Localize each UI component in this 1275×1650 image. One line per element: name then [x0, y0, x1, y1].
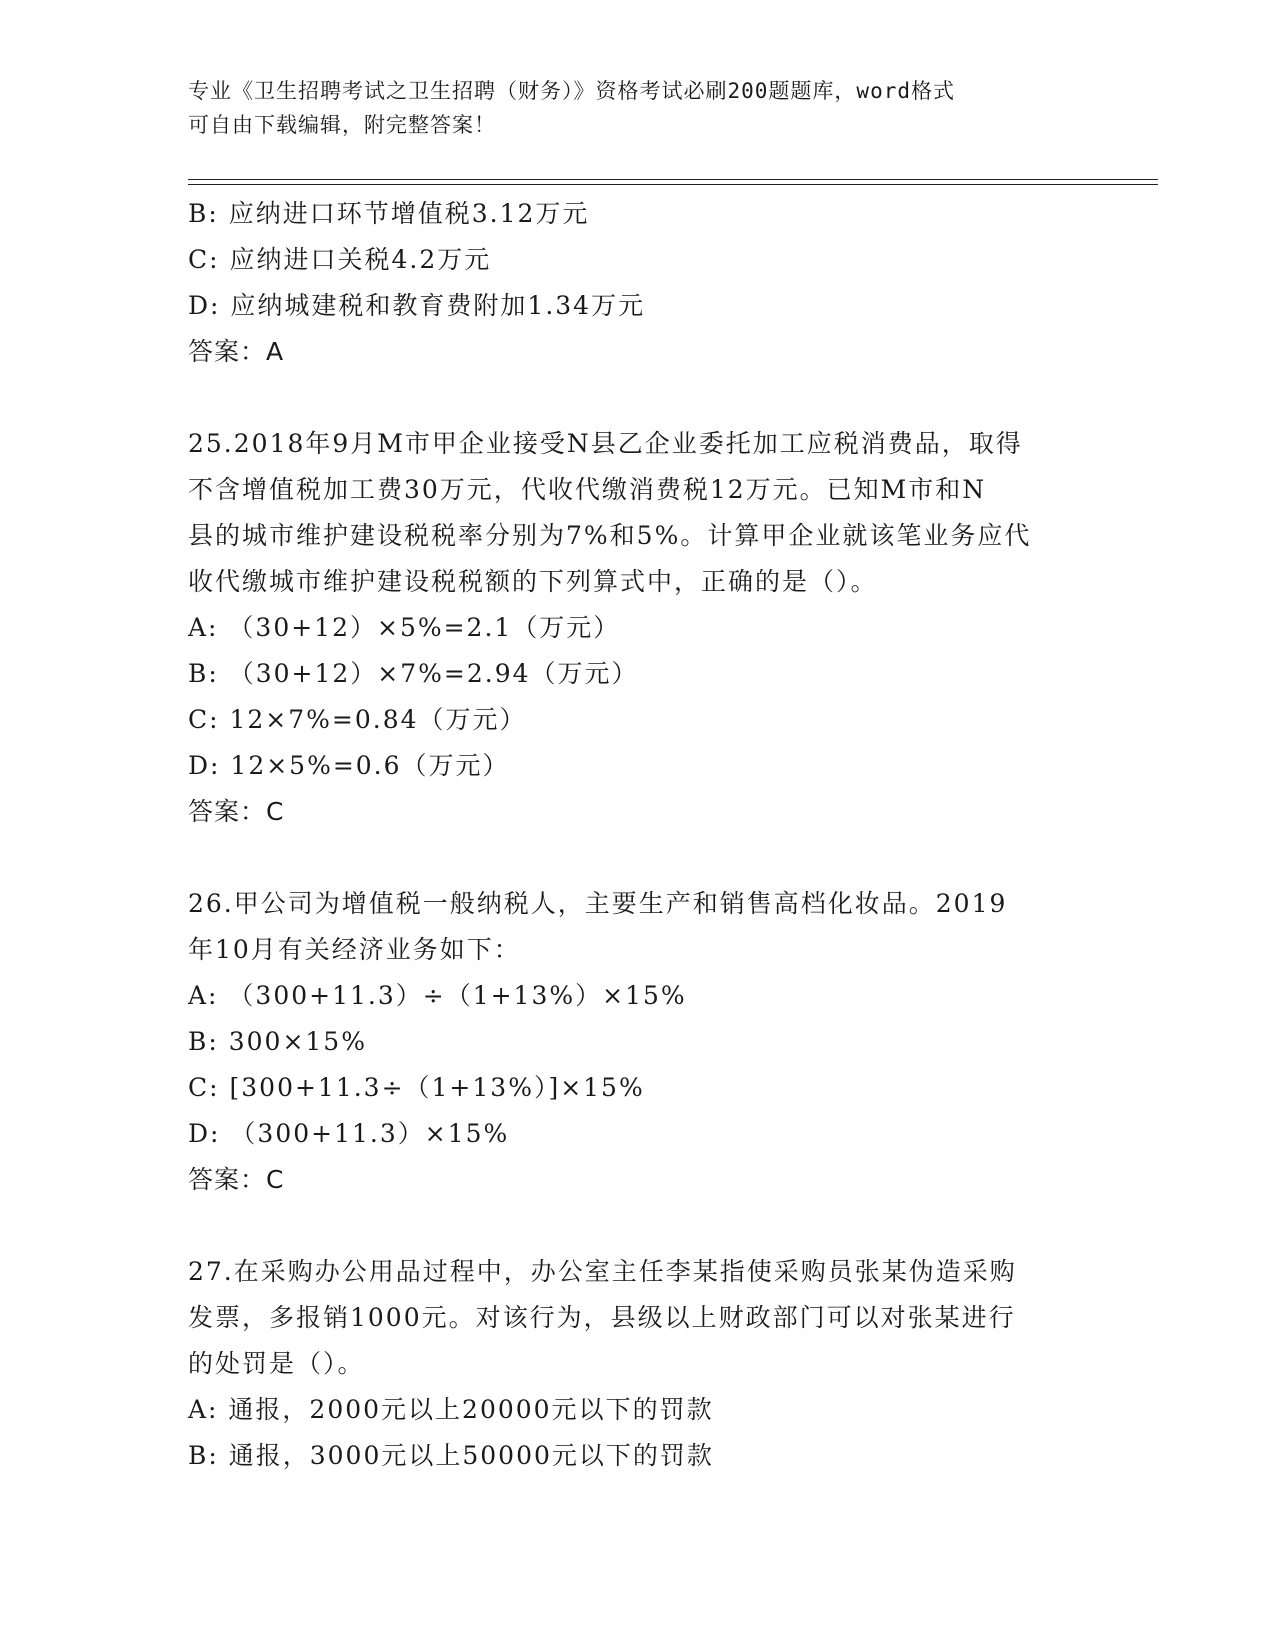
document-header: [188, 74, 1088, 142]
spacer: [188, 1203, 1088, 1249]
answer-line: 答案：C: [188, 1165, 285, 1194]
document-body: [188, 191, 1088, 1479]
question-27: [188, 1249, 1088, 1479]
question-text-line: 收代缴城市维护建设税税额的下列算式中，正确的是（）。: [188, 567, 878, 596]
prev-question-block: [188, 191, 1088, 375]
option-d: D: （300+11.3）×15%: [188, 1119, 510, 1148]
header-divider-bottom: [188, 184, 1158, 185]
header-line-1: 专业《卫生招聘考试之卫生招聘（财务）》资格考试必刷200题题库，word格式: [188, 79, 955, 103]
header-line-2: 可自由下载编辑，附完整答案！: [188, 113, 496, 137]
option-c: C: 12×7%=0.84（万元）: [188, 705, 527, 734]
question-25: [188, 421, 1088, 835]
header-divider-top: [188, 179, 1158, 180]
option-d: D: 12×5%=0.6（万元）: [188, 751, 510, 780]
question-text-line: 县的城市维护建设税税率分别为7%和5%。计算甲企业就该笔业务应代: [188, 521, 1032, 550]
spacer: [188, 375, 1088, 421]
option-a: A: 通报，2000元以上20000元以下的罚款: [188, 1395, 714, 1424]
option-a: A: （300+11.3）÷（1+13%）×15%: [188, 981, 687, 1010]
question-text-line: 年10月有关经济业务如下：: [188, 935, 521, 964]
answer-line: 答案：A: [188, 337, 285, 366]
option-a: A: （30+12）×5%=2.1（万元）: [188, 613, 621, 642]
option-b: B: 通报，3000元以上50000元以下的罚款: [188, 1441, 714, 1470]
option-b: B: 300×15%: [188, 1027, 367, 1056]
option-c: C: [300+11.3÷（1+13%）]×15%: [188, 1073, 645, 1102]
question-26: [188, 881, 1088, 1203]
option-b: B: （30+12）×7%=2.94（万元）: [188, 659, 639, 688]
question-text-line: 26.甲公司为增值税一般纳税人，主要生产和销售高档化妆品。2019: [188, 889, 1008, 918]
spacer: [188, 835, 1088, 881]
question-text-line: 发票，多报销1000元。对该行为，县级以上财政部门可以对张某进行: [188, 1303, 1016, 1332]
option-b: B: 应纳进口环节增值税3.12万元: [188, 199, 590, 228]
question-text-line: 不含增值税加工费30万元，代收代缴消费税12万元。已知M市和N: [188, 475, 987, 504]
answer-line: 答案：C: [188, 797, 285, 826]
option-d: D: 应纳城建税和教育费附加1.34万元: [188, 291, 646, 320]
question-text-line: 27.在采购办公用品过程中，办公室主任李某指使采购员张某伪造采购: [188, 1257, 1017, 1286]
question-text-line: 25.2018年9月M市甲企业接受N县乙企业委托加工应税消费品，取得: [188, 429, 1023, 458]
option-c: C: 应纳进口关税4.2万元: [188, 245, 492, 274]
question-text-line: 的处罚是（）。: [188, 1349, 365, 1378]
